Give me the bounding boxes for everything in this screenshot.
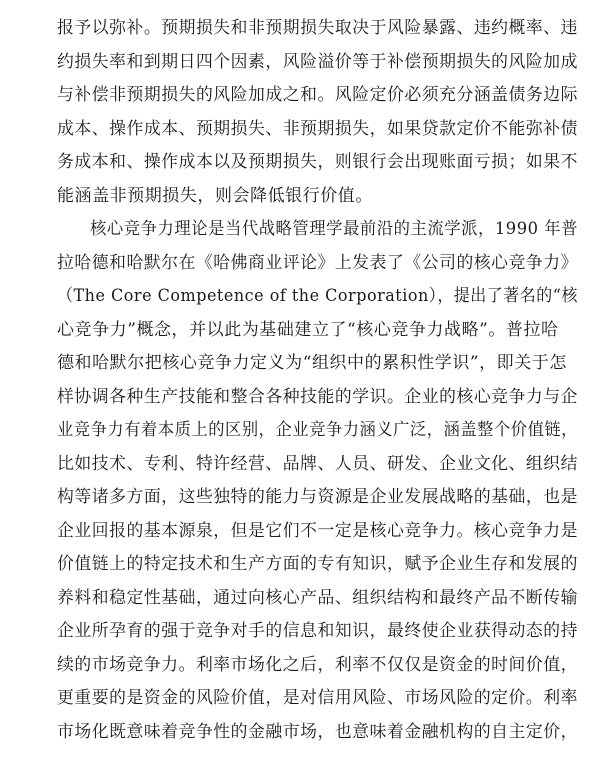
text-line [0,716,608,750]
line-text: 能涵盖非预期损失，则会降低银行价值。 [57,185,373,206]
line-text: 拉哈德和哈默尔在《哈佛商业评论》上发表了《公司的核心竞争力》 [57,252,579,273]
line-text: 与补偿非预期损失的风险加成之和。风险定价必须充分涵盖债务边际 [57,85,579,105]
line-text: 约损失率和到期日四个因素，风险溢价等于补偿预期损失的风险加成 [57,51,579,72]
text-line [0,79,608,113]
text-line [0,548,608,582]
text-line [0,682,608,716]
line-text: 续的市场竞争力。利率市场化之后，利率不仅仅是资金的时间价值， [57,654,579,675]
line-text: 价值链上的特定技术和生产方面的专有知识，赋予企业生存和发展的 [57,554,579,574]
text-line [0,582,608,616]
line-text: 构等诸多方面，这些独特的能力与资源是企业发展战略的基础，也是 [57,487,579,507]
text-line [0,414,608,448]
line-text: 成本、操作成本、预期损失、非预期损失，如果贷款定价不能弥补债 [57,118,579,139]
text-line [0,46,608,80]
text-line [0,247,608,281]
line-text: 报予以弥补。预期损失和非预期损失取决于风险暴露、违约概率、违 [57,18,579,38]
paragraph-first-line [0,213,608,247]
document-body [0,12,608,749]
line-text: 比如技术、专利、特许经营、品牌、人员、研发、企业文化、组织结 [57,453,579,474]
line-text: 样协调各种生产技能和整合各种技能的学识。企业的核心竞争力与企 [57,386,579,407]
text-line [0,481,608,515]
text-line [0,280,608,314]
text-line [0,347,608,381]
text-line [0,146,608,180]
text-line [0,615,608,649]
text-line [0,113,608,147]
line-text: 德和哈默尔把核心竞争力定义为“组织中的累积性学识”，即关于怎 [57,353,567,373]
text-line [0,649,608,683]
line-text: 核心竞争力理论是当代战略管理学最前沿的主流学派，1990 年普 [90,219,579,239]
text-line [0,381,608,415]
text-line [0,180,608,214]
text-line [0,448,608,482]
text-line [0,12,608,46]
line-text: 养料和稳定性基础，通过向核心产品、组织结构和最终产品不断传输 [57,587,579,608]
line-text: 企业回报的基本源泉，但是它们不一定是核心竞争力。核心竞争力是 [57,520,579,541]
line-text: 企业所孕育的强于竞争对手的信息和知识，最终使企业获得动态的持 [57,621,579,641]
text-line [0,314,608,348]
line-text: 市场化既意味着竞争性的金融市场，也意味着金融机构的自主定价， [57,721,579,742]
line-text: 业竞争力有着本质上的区别，企业竞争力涵义广泛，涵盖整个价值链， [57,420,578,440]
line-text: 更重要的是资金的风险价值，是对信用风险、市场风险的定价。利率 [57,688,579,708]
line-text: （The Core Competence of the Corporation），提出了著名的“核 [57,286,578,306]
line-text: 心竞争力”概念，并以此为基础建立了“核心竞争力战略”。普拉哈 [57,319,559,340]
text-line [0,515,608,549]
line-text: 务成本和、操作成本以及预期损失，则银行会出现账面亏损；如果不 [57,152,579,172]
